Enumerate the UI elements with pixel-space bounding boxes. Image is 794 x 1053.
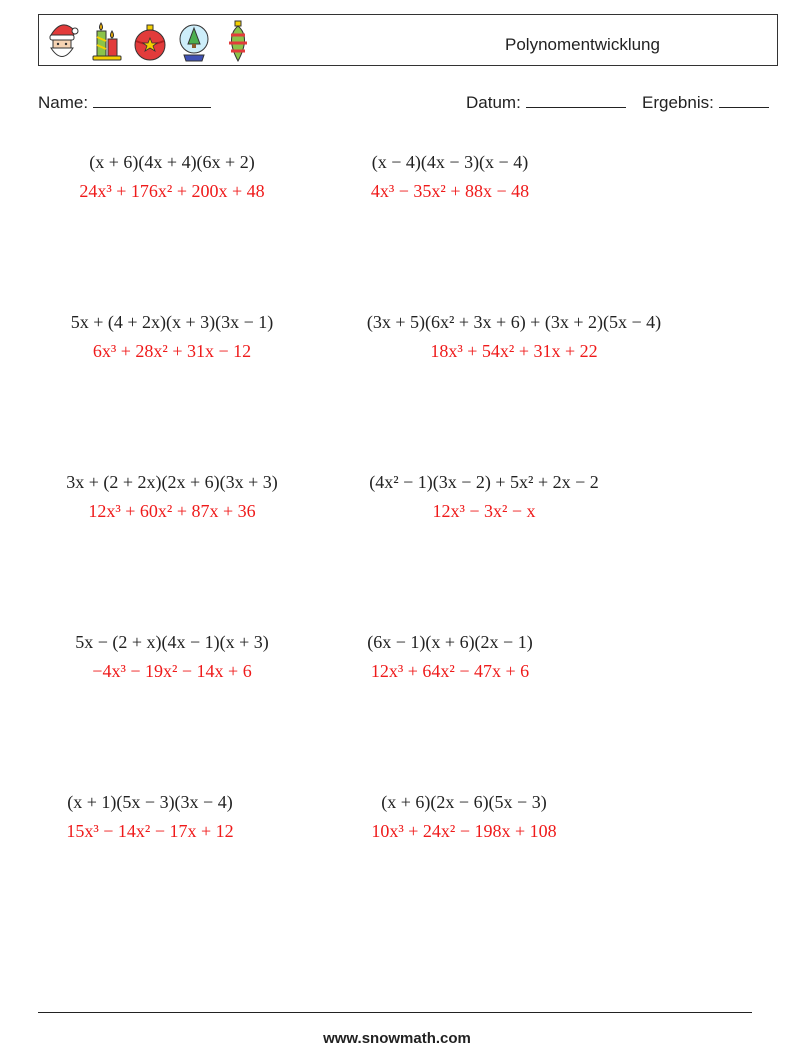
candles-icon — [89, 19, 123, 63]
problem-answer: 10x³ + 24x² − 198x + 108 — [371, 821, 557, 841]
problem-question: (4x² − 1)(3x − 2) + 5x² + 2x − 2 — [369, 472, 599, 492]
problem-answer: 12x³ − 3x² − x — [432, 501, 536, 521]
problem-answer: 24x³ + 176x² + 200x + 48 — [79, 181, 265, 201]
problem-answer: −4x³ − 19x² − 14x + 6 — [92, 661, 252, 681]
name-label: Name: — [38, 93, 89, 112]
problem-9 — [0, 790, 300, 843]
date-blank[interactable] — [526, 93, 626, 108]
problem-question: (x + 1)(5x − 3)(3x − 4) — [67, 792, 233, 812]
problem-5 — [22, 470, 322, 523]
problem-question: (x + 6)(4x + 4)(6x + 2) — [89, 152, 255, 172]
footer-divider — [38, 1012, 752, 1013]
page-title: Polynomentwicklung — [505, 35, 660, 54]
date-field[interactable] — [466, 93, 626, 113]
problem-question: 3x + (2 + 2x)(2x + 6)(3x + 3) — [66, 472, 278, 492]
problem-1 — [22, 150, 322, 203]
problem-answer: 4x³ − 35x² + 88x − 48 — [370, 181, 530, 201]
problem-question: (6x − 1)(x + 6)(2x − 1) — [367, 632, 533, 652]
problem-question: (3x + 5)(6x² + 3x + 6) + (3x + 2)(5x − 4) — [366, 312, 662, 332]
ornament-ball-icon — [133, 19, 167, 63]
problem-answer: 12x³ + 64x² − 47x + 6 — [370, 661, 530, 681]
problem-question: 5x − (2 + x)(4x − 1)(x + 3) — [75, 632, 269, 652]
name-blank[interactable] — [93, 93, 211, 108]
problem-4 — [364, 310, 664, 363]
problem-10 — [314, 790, 614, 843]
problem-8 — [300, 630, 600, 683]
problem-question: (x + 6)(2x − 6)(5x − 3) — [381, 792, 547, 812]
name-field[interactable] — [38, 93, 211, 113]
problem-answer: 6x³ + 28x² + 31x − 12 — [92, 341, 252, 361]
worksheet-header — [38, 14, 778, 66]
problem-question: 5x + (4 + 2x)(x + 3)(3x − 1) — [70, 312, 274, 332]
problem-2 — [300, 150, 600, 203]
problem-answer: 18x³ + 54x² + 31x + 22 — [430, 341, 598, 361]
date-label: Datum: — [466, 93, 521, 112]
santa-icon — [45, 19, 79, 63]
result-label: Ergebnis: — [642, 93, 714, 112]
problem-6 — [334, 470, 634, 523]
problem-answer: 12x³ + 60x² + 87x + 36 — [88, 501, 256, 521]
problem-3 — [22, 310, 322, 363]
result-field[interactable] — [642, 93, 769, 113]
problem-answer: 15x³ − 14x² − 17x + 12 — [66, 821, 234, 841]
problem-question: (x − 4)(4x − 3)(x − 4) — [371, 152, 529, 172]
result-blank[interactable] — [719, 93, 769, 108]
snow-globe-icon — [177, 19, 211, 63]
footer-url[interactable]: www.snowmath.com — [323, 1030, 471, 1047]
ornament-drop-icon — [221, 19, 255, 63]
header-icons — [45, 19, 255, 63]
problem-7 — [22, 630, 322, 683]
